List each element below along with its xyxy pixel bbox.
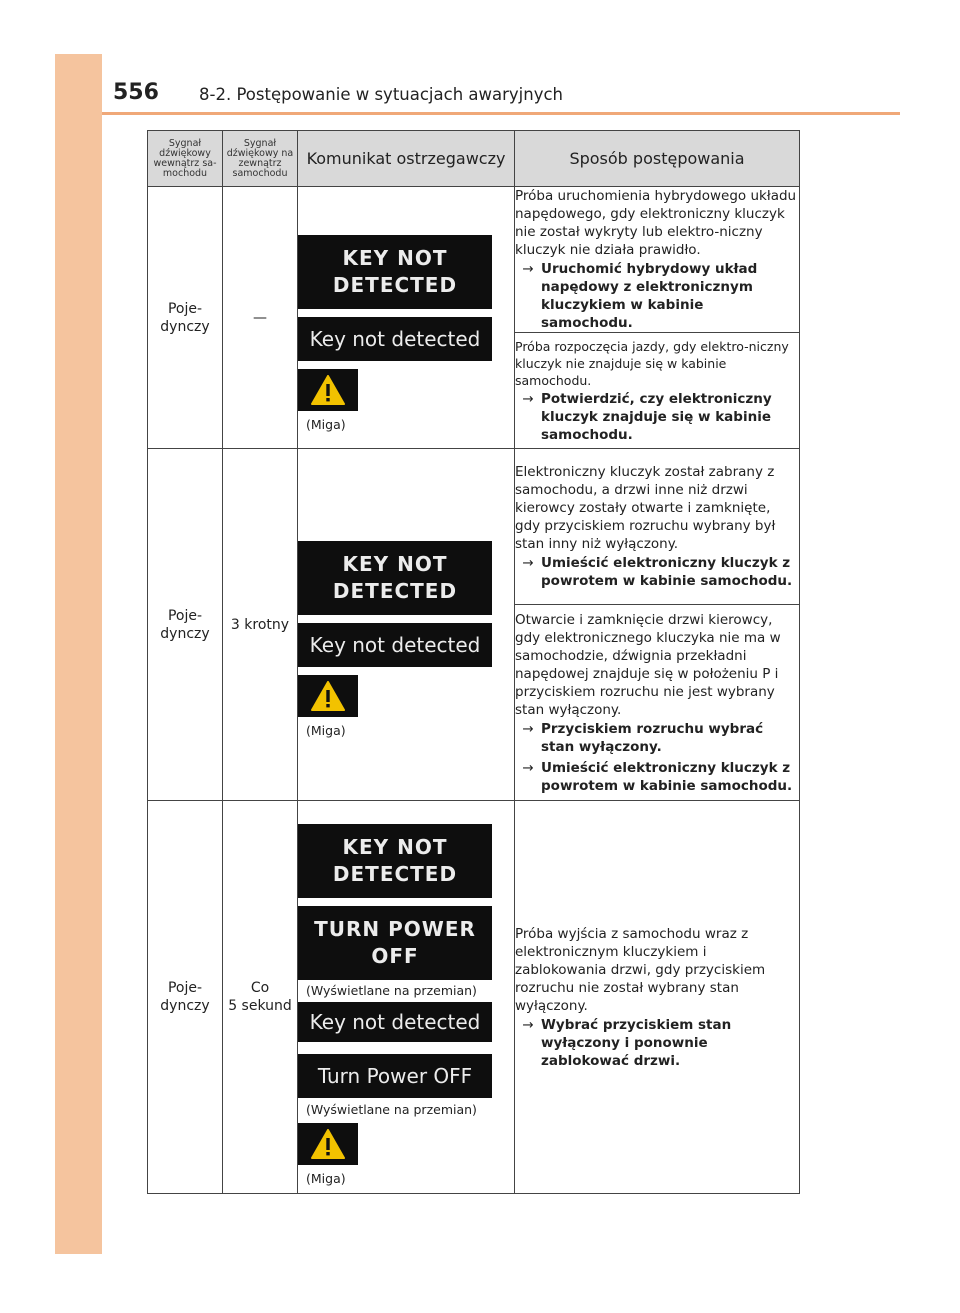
arrow-icon: → — [522, 261, 534, 277]
action-step: Umieścić elektroniczny kluczyk z powrotem w kabinie samochodu. — [541, 555, 793, 589]
warning-message-cell — [298, 187, 515, 449]
header-procedure: Sposób postępowania — [515, 131, 800, 187]
arrow-icon: → — [522, 720, 534, 737]
action-description: Otwarcie i zamknięcie drzwi kierowcy, gdy elektronicznego kluczyka nie ma w samochodzie, dźwignia przekładni napędowej znajduje się w położeniu P i przyciskiem rozruchu nie jest wybrany stan wyłączony. — [515, 611, 781, 718]
action-description: Próba uruchomienia hybrydowego układu napędowego, gdy elektroniczny kluczyk nie został wykryty lub elektro-niczny kluczyk nie działa prawidło. — [515, 188, 797, 258]
display-turn-power-off-lower: Turn Power OFF — [298, 1054, 492, 1098]
header-warning-message: Komunikat ostrzegawczy — [298, 131, 515, 187]
inside-signal-cell: Poje- dynczy — [148, 187, 223, 449]
action-cell — [515, 801, 800, 1194]
warning-triangle-icon — [298, 369, 358, 411]
warning-triangle-icon — [298, 1123, 358, 1165]
warning-message-cell — [298, 449, 515, 801]
display-turn-power-off-upper: TURN POWER OFF — [298, 906, 492, 980]
action-step: Przyciskiem rozruchu wybrać stan wyłączony. — [541, 720, 764, 755]
display-key-not-detected-lower: Key not detected — [298, 317, 492, 361]
action-step: Wybrać przyciskiem stan wyłączony i ponownie zablokować drzwi. — [541, 1016, 732, 1069]
table-row — [148, 449, 800, 605]
outside-signal-cell: Co 5 sekund — [223, 801, 298, 1194]
display-key-not-detected-lower: Key not detected — [298, 1002, 492, 1042]
warning-triangle-icon — [298, 675, 358, 717]
blink-caption: (Miga) — [306, 416, 346, 432]
outside-signal-cell: 3 krotny — [223, 449, 298, 801]
action-cell — [515, 605, 800, 801]
action-step: Uruchomić hybrydowy układ napędowy z elektronicznym kluczykiem w kabinie samochodu. — [541, 261, 758, 331]
arrow-icon: → — [522, 759, 534, 776]
warning-message-cell — [298, 801, 515, 1194]
action-cell — [515, 449, 800, 605]
blink-caption: (Miga) — [306, 1170, 346, 1186]
warning-table — [147, 130, 800, 1194]
blink-caption: (Miga) — [306, 723, 346, 738]
action-cell — [515, 333, 800, 449]
arrow-icon: → — [522, 1016, 534, 1033]
action-cell — [515, 187, 800, 333]
action-description: Próba rozpoczęcia jazdy, gdy elektro-niczny kluczyk nie znajduje się w kabinie samochodu. — [515, 338, 789, 388]
display-key-not-detected-upper: KEY NOT DETECTED — [298, 824, 492, 898]
table-row — [148, 801, 800, 1194]
action-step: Umieścić elektroniczny kluczyk z powrotem w kabinie samochodu. — [541, 759, 793, 794]
outside-signal-cell: — — [223, 187, 298, 449]
header-rule — [102, 112, 900, 115]
table-header-row — [148, 131, 800, 187]
alternating-caption: (Wyświetlane na przemian) — [306, 1101, 477, 1117]
header-outside-signal: Sygnał dźwiękowy na zewnątrz samochodu — [223, 131, 298, 187]
table-row — [148, 187, 800, 333]
alternating-caption: (Wyświetlane na przemian) — [306, 982, 477, 998]
section-title: 8-2. Postępowanie w sytuacjach awaryjnych — [199, 85, 564, 104]
action-step: Potwierdzić, czy elektroniczny kluczyk znajduje się w kabinie samochodu. — [541, 390, 772, 443]
action-description: Próba wyjścia z samochodu wraz z elektronicznym kluczykiem i zablokowania drzwi, gdy przyciskiem rozruchu nie został wybrany stan wyłączony. — [515, 925, 766, 1014]
display-key-not-detected-upper: KEY NOT DETECTED — [298, 541, 492, 615]
display-key-not-detected-upper: KEY NOT DETECTED — [298, 235, 492, 309]
arrow-icon: → — [522, 390, 534, 407]
inside-signal-cell: Poje- dynczy — [148, 449, 223, 801]
header-inside-signal: Sygnał dźwiękowy wewnątrz sa-mochodu — [148, 131, 223, 187]
arrow-icon: → — [522, 555, 534, 571]
action-description: Elektroniczny kluczyk został zabrany z samochodu, a drzwi inne niż drzwi kierowcy zostały otwarte i zamknięte, gdy przyciskiem rozruchu wybrany był stan inny niż wyłączony. — [515, 464, 776, 552]
inside-signal-cell: Poje- dynczy — [148, 801, 223, 1194]
display-key-not-detected-lower: Key not detected — [298, 623, 492, 667]
side-color-band — [55, 54, 102, 1254]
page-number: 556 — [113, 80, 159, 105]
